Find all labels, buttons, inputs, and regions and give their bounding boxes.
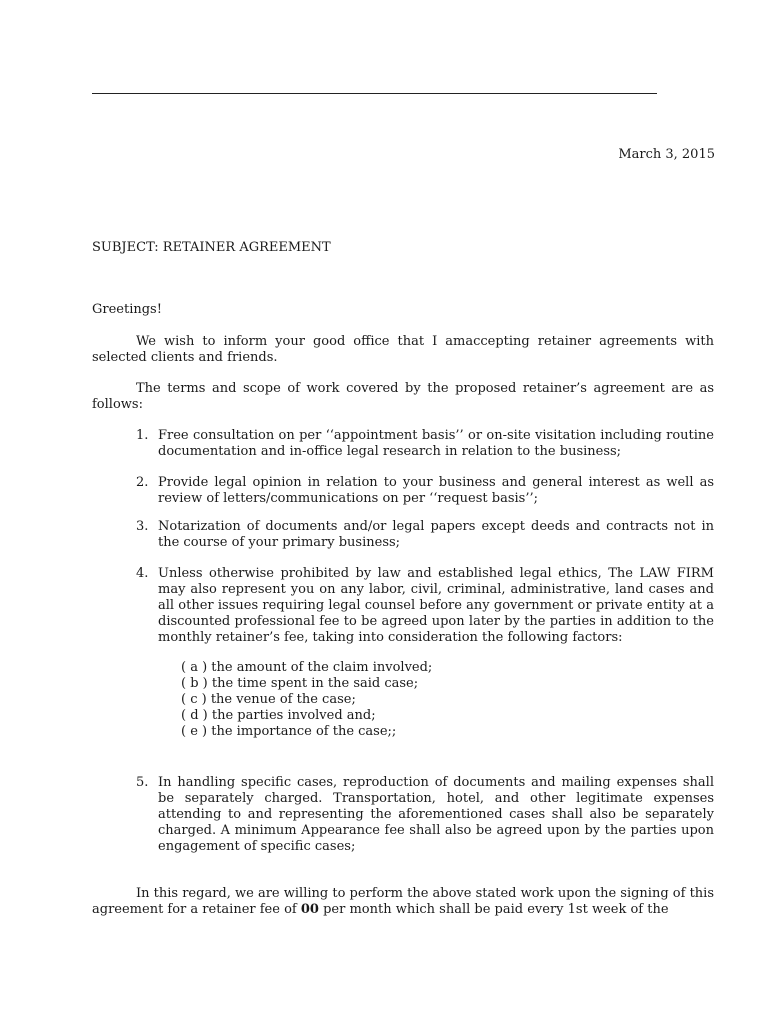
list-item [136,775,714,855]
factor-item: ( d ) the parties involved and; [181,708,376,723]
list-item-number: 2. [136,475,149,490]
retainer-fee-amount: 00 [300,902,319,917]
factor-item: ( e ) the importance of the case;; [181,724,397,739]
list-item-text: Provide legal opinion in relation to your business and general interest as well as review of letters/communications on per ‘‘request basis’’; [158,475,714,506]
list-item [136,519,714,551]
letter-date: March 3, 2015 [618,147,715,162]
list-item-number: 4. [136,566,149,581]
factor-item: ( c ) the venue of the case; [181,692,356,707]
list-item-number: 3. [136,519,149,534]
list-item-text: Unless otherwise prohibited by law and established legal ethics, The LAW FIRM may also represent you on any labor, civil, criminal, administrative, land cases and all other issues requiring legal counsel before any government or private entity at a discounted professional fee to be agreed upon later by the parties in addition to the monthly retainer’s fee, taking into consideration the following factors: [158,566,714,645]
list-item-number: 1. [136,428,149,443]
factors-list [181,660,432,740]
letterhead-rule [92,93,657,94]
greeting: Greetings! [92,302,162,317]
intro-paragraph: We wish to inform your good office that I amaccepting retainer agreements with selected clients and friends. [92,334,714,365]
list-item-text: Free consultation on per ‘‘appointment basis’’ or on-site visitation including routine documentation and in-office legal research in relation to the business; [158,428,714,459]
closing-paragraph: In this regard, we are willing to perform the above stated work upon the signing of this agreement for a retainer fee of 00 per month which shall be paid every 1st week of the [92,886,714,917]
list-item [136,566,714,646]
list-item-number: 5. [136,775,149,790]
list-item [136,475,714,507]
letter-subject: SUBJECT: RETAINER AGREEMENT [92,240,331,255]
list-item-text: In handling specific cases, reproduction of documents and mailing expenses shall be separately charged. Transportation, hotel, and other legitimate expenses attending to and representing the aforementioned cases shall also be separately charged. A minimum Appearance fee shall also be agreed upon by the parties upon engagement of specific cases; [158,775,714,854]
factor-item: ( b ) the time spent in the said case; [181,676,419,691]
list-item [136,428,714,460]
terms-intro-paragraph: The terms and scope of work covered by the proposed retainer’s agreement are as follows: [92,381,714,412]
list-item-text: Notarization of documents and/or legal papers except deeds and contracts not in the course of your primary business; [158,519,714,550]
factor-item: ( a ) the amount of the claim involved; [181,660,433,675]
